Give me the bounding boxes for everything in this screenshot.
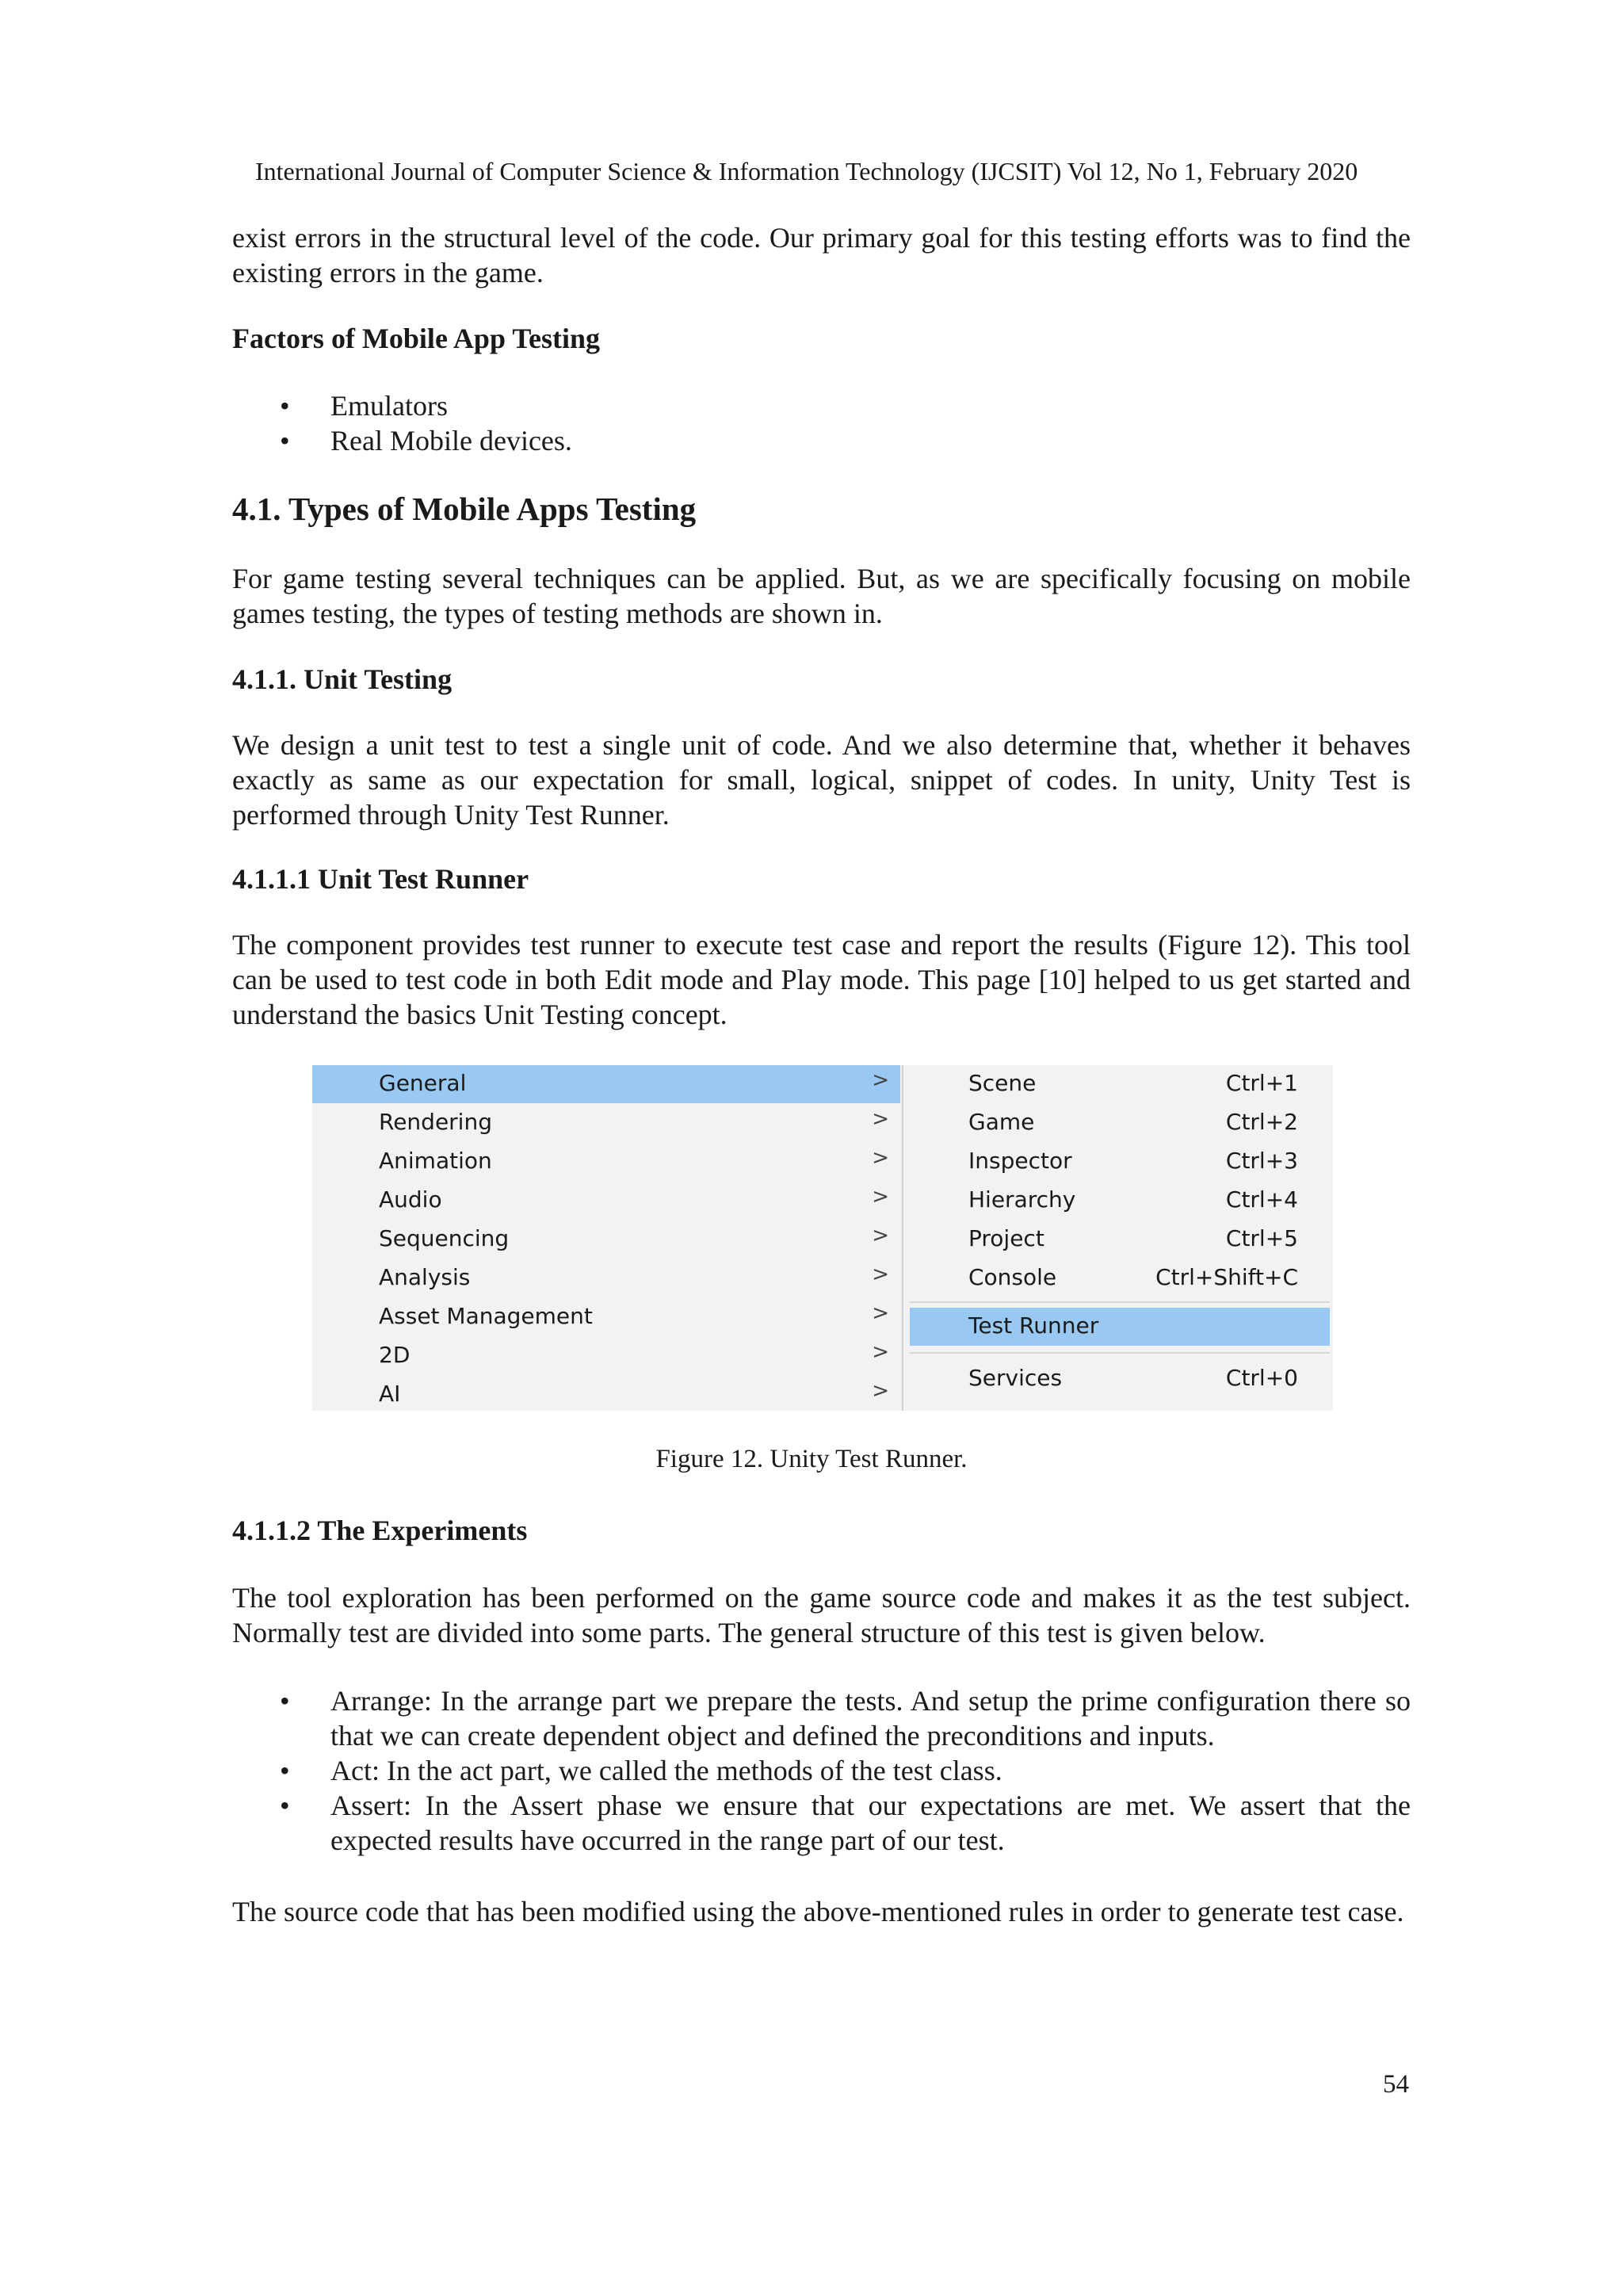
shortcut-label: Ctrl+4 xyxy=(1225,1186,1298,1213)
general-submenu xyxy=(902,1065,1333,1411)
menu-item-audio[interactable]: Audio > xyxy=(379,1185,889,1213)
intro-text: exist errors in the structural level of the code. Our primary goal for this testing efforts was to find the existing errors in the game. xyxy=(232,222,1411,288)
menu-item-2d[interactable]: 2D > xyxy=(379,1340,889,1368)
shortcut-label: Ctrl+Shift+C xyxy=(1155,1264,1298,1290)
shortcut-label: Ctrl+1 xyxy=(1225,1070,1298,1096)
shortcut-label: Ctrl+2 xyxy=(1225,1109,1298,1135)
chevron-right-icon: > xyxy=(872,1068,889,1092)
section-4-1-1-paragraph: We design a unit test to test a single unit of code. And we also determine that, whether it behaves exactly as same as our expectation for small, logical, snippet of codes. In unity, Unity Test is performed through Unity Test Runner. xyxy=(232,729,1411,831)
intro-paragraph xyxy=(232,220,1411,290)
shortcut-label: Ctrl+0 xyxy=(1225,1365,1298,1391)
figure-caption: Figure 12. Unity Test Runner. xyxy=(655,1445,968,1473)
submenu-item-game[interactable]: Game Ctrl+2 xyxy=(968,1109,1298,1135)
section-4-1-1-1-heading: 4.1.1.1 Unit Test Runner xyxy=(232,863,529,895)
menu-item-ai[interactable]: AI > xyxy=(379,1379,889,1407)
menu-item-sequencing[interactable]: Sequencing > xyxy=(379,1224,889,1251)
page-number: 54 xyxy=(1383,2070,1409,2099)
bullet-icon: • xyxy=(280,425,290,457)
menu-separator xyxy=(910,1352,1330,1354)
submenu-item-project[interactable]: Project Ctrl+5 xyxy=(968,1225,1298,1251)
submenu-item-test-runner[interactable]: Test Runner xyxy=(910,1308,1330,1346)
submenu-item-inspector[interactable]: Inspector Ctrl+3 xyxy=(968,1148,1298,1174)
submenu-item-services[interactable]: Services Ctrl+0 xyxy=(968,1365,1298,1391)
section-4-1-heading: 4.1. Types of Mobile Apps Testing xyxy=(232,491,697,527)
chevron-right-icon: > xyxy=(872,1146,889,1170)
bullet-icon: • xyxy=(280,1685,290,1717)
bullet-icon: • xyxy=(280,390,290,422)
list-item: • Assert: In the Assert phase we ensure that our expectations are met. We assert that the expected results have occurred in the range part of our test. xyxy=(280,1790,1411,1856)
chevron-right-icon: > xyxy=(872,1224,889,1247)
chevron-right-icon: > xyxy=(872,1263,889,1286)
chevron-right-icon: > xyxy=(872,1379,889,1403)
running-header: International Journal of Computer Science & Information Technology (IJCSIT) Vol 12, No 1, February 2020 xyxy=(255,157,1358,185)
bullet-icon: • xyxy=(280,1755,290,1786)
menu-item-analysis[interactable]: Analysis > xyxy=(379,1263,889,1290)
section-4-1-1-2-paragraph: The tool exploration has been performed on the game source code and makes it as the test subject. Normally test are divided into some parts. The general structure of this test is given below. xyxy=(232,1582,1411,1648)
list-item: • Emulators xyxy=(280,390,448,422)
submenu-item-scene[interactable]: Scene Ctrl+1 xyxy=(968,1070,1298,1096)
chevron-right-icon: > xyxy=(872,1185,889,1209)
chevron-right-icon: > xyxy=(872,1340,889,1364)
list-item: • Act: In the act part, we called the methods of the test class. xyxy=(280,1755,1002,1786)
closing-paragraph: The source code that has been modified using the above-mentioned rules in order to generate test case. xyxy=(232,1896,1404,1927)
experiment-steps-list xyxy=(232,1683,1411,1858)
window-menu-left xyxy=(312,1065,900,1411)
chevron-right-icon: > xyxy=(872,1107,889,1131)
menu-item-animation[interactable]: Animation > xyxy=(379,1146,889,1174)
menu-separator xyxy=(910,1301,1330,1303)
shortcut-label: Ctrl+5 xyxy=(1225,1225,1298,1251)
list-item: • Real Mobile devices. xyxy=(280,425,572,457)
figure-unity-menu xyxy=(312,1065,1331,1411)
section-4-1-paragraph: For game testing several techniques can be applied. But, as we are specifically focusing on mobile games testing, the types of testing methods are shown in. xyxy=(232,563,1411,629)
section-4-1-1-1-paragraph: The component provides test runner to execute test case and report the results (Figure 12). This tool can be used to test code in both Edit mode and Play mode. This page [10] helped to us get started and understand the basics Unit Testing concept. xyxy=(232,929,1411,1030)
menu-item-rendering[interactable]: Rendering > xyxy=(379,1107,889,1135)
menu-item-general[interactable]: General > xyxy=(312,1065,900,1103)
factors-heading: Factors of Mobile App Testing xyxy=(232,323,601,354)
chevron-right-icon: > xyxy=(872,1301,889,1325)
list-item: • Arrange: In the arrange part we prepare the tests. And setup the prime configuration there so that we can create dependent object and defined the preconditions and inputs. xyxy=(280,1685,1411,1752)
submenu-item-console[interactable]: Console Ctrl+Shift+C xyxy=(968,1264,1298,1290)
section-4-1-1-2-heading: 4.1.1.2 The Experiments xyxy=(232,1515,528,1546)
menu-item-asset-management[interactable]: Asset Management > xyxy=(379,1301,889,1329)
factors-list xyxy=(232,388,1411,458)
shortcut-label: Ctrl+3 xyxy=(1225,1148,1298,1174)
submenu-item-hierarchy[interactable]: Hierarchy Ctrl+4 xyxy=(968,1186,1298,1213)
bullet-icon: • xyxy=(280,1790,290,1821)
section-4-1-1-heading: 4.1.1. Unit Testing xyxy=(232,663,453,695)
